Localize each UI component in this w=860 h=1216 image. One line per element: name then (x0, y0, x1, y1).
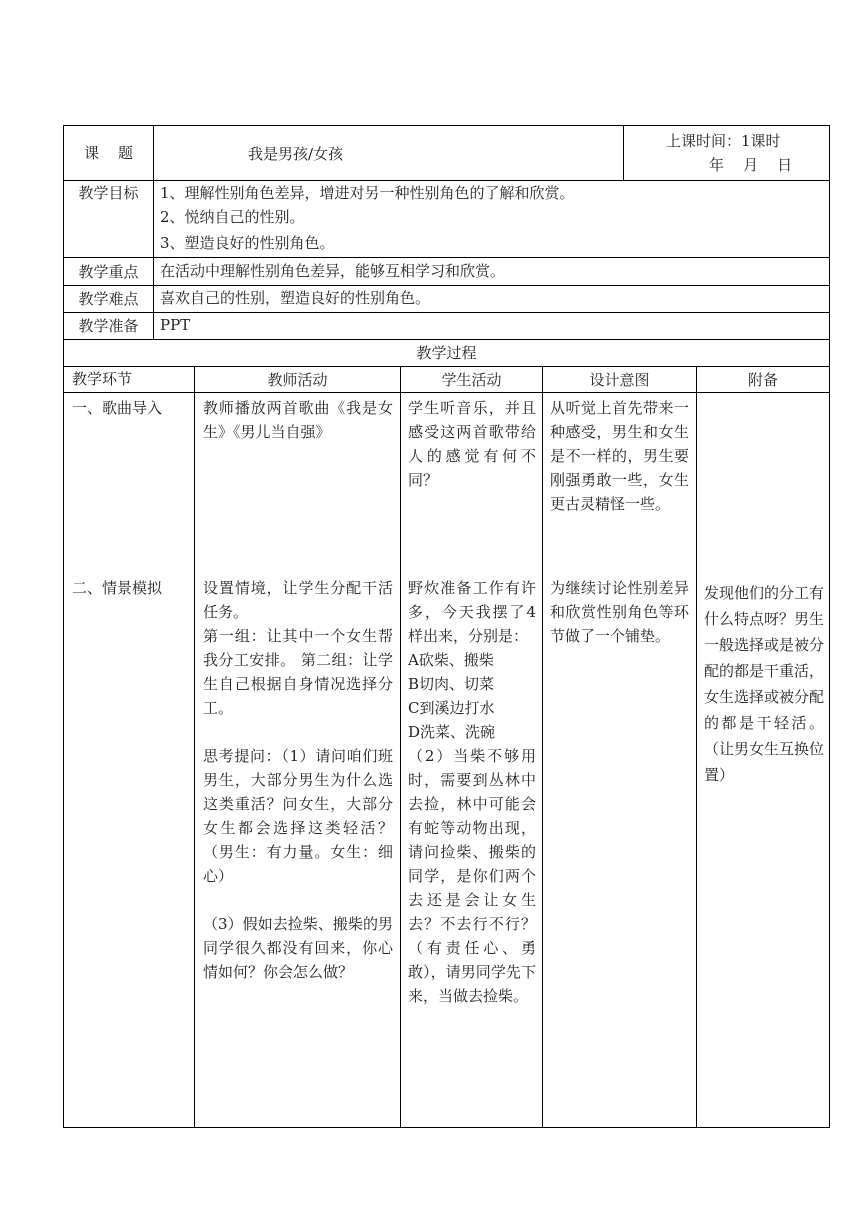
preparation-text: PPT (160, 316, 191, 334)
teacher-paragraph: 思考提问：（1）请问咱们班男生，大部分男生为什么选这类重活？问女生，大部分女生都会选择这类轻活？ （男生：有力量。女生：细心） (203, 747, 393, 885)
stage-1-intent: 从听觉上首先带来一种感受，男生和女生是不一样的，男生要刚强勇敢一些，女生更古灵精怪一些。 (550, 399, 689, 513)
column-header-student: 学生活动 (441, 370, 502, 389)
teacher-paragraph: （3）假如去捡柴、搬柴的男同学很久都没有回来，你心情如何？你会怎么做？ (203, 915, 393, 981)
lesson-label: 课 题 (83, 144, 134, 162)
process-col-divider-3 (542, 366, 543, 1127)
process-col-divider-1 (194, 366, 195, 1127)
objectives-label: 教学目标 (78, 184, 139, 202)
column-header-intent: 设计意图 (589, 370, 650, 389)
student-option: D洗菜、洗碗 (408, 723, 496, 741)
key-point-text: 在活动中理解性别角色差异，能够互相学习和欣赏。 (160, 262, 506, 280)
column-header-teacher: 教师活动 (267, 370, 328, 389)
process-title: 教学过程 (416, 344, 477, 362)
objective-item: 1、理解性别角色差异，增进对另一种性别角色的了解和欣赏。 (160, 184, 575, 202)
difficulty-label: 教学难点 (78, 290, 139, 308)
student-option: C到溪边打水 (408, 699, 495, 717)
teacher-paragraph: 设置情境，让学生分配干活任务。 (203, 579, 393, 621)
table-border-top (63, 125, 830, 126)
label-column-divider (153, 125, 154, 339)
teacher-paragraph: 第一组：让其中一个女生帮我分工安排。 第二组：让学生自己根据自身情况选择分工。 (203, 627, 393, 717)
row-divider-objectives (63, 257, 830, 258)
row-divider-columns (63, 392, 830, 393)
lesson-title: 我是男孩/女孩 (248, 145, 344, 163)
stage-2-note: 发现他们的分工有什么特点呀？男生一般选择或是被分配的都是干重活，女生选择或被分配的都是干轻活。（让男女生互换位置） (704, 584, 825, 784)
teacher-spacer (203, 720, 393, 744)
class-time: 上课时间：1课时 (666, 132, 781, 150)
column-header-note: 附备 (747, 370, 778, 389)
table-border-bottom (63, 1127, 830, 1128)
stage-2-student (408, 576, 536, 1008)
table-border-right (829, 125, 830, 1128)
stage-2-teacher (203, 576, 393, 984)
student-option: A砍柴、搬柴 (408, 651, 494, 669)
preparation-label: 教学准备 (78, 317, 139, 335)
date-line: 年 月 日 (709, 156, 793, 174)
difficulty-text: 喜欢自己的性别，塑造良好的性别角色。 (160, 289, 431, 307)
stage-1-label: 一、歌曲导入 (72, 399, 163, 417)
teacher-spacer (203, 888, 393, 912)
objectives-list (160, 181, 825, 257)
objective-item: 3、塑造良好的性别角色。 (160, 234, 335, 252)
student-paragraph: （2）当柴不够用时，需要到丛林中去捡，林中可能会有蛇等动物出现，请问捡柴、搬柴的同学，是你们两个去还是会让女生去？不去行不行？（有责任心、勇敢），请男同学先下来，当做去捡柴。 (408, 747, 536, 1005)
objective-item: 2、悦纳自己的性别。 (160, 208, 305, 226)
student-option: B切肉、切菜 (408, 675, 495, 693)
process-col-divider-2 (400, 366, 401, 1127)
student-paragraph: 野炊准备工作有许多，今天我摆了4样出来，分别是： (408, 579, 536, 645)
stage-1-student: 学生听音乐，并且感受这两首歌带给人的感觉有何不同？ (408, 399, 536, 489)
stage-2-label: 二、情景模拟 (72, 579, 163, 597)
stage-1-teacher: 教师播放两首歌曲《我是女生》《男儿当自强》 (203, 399, 393, 441)
class-time-divider (623, 125, 624, 180)
process-col-divider-4 (696, 366, 697, 1127)
key-point-label: 教学重点 (78, 262, 139, 281)
stage-2-intent: 为继续讨论性别差异和欣赏性别角色等环节做了一个铺垫。 (550, 579, 689, 645)
column-header-stage: 教学环节 (72, 370, 133, 388)
